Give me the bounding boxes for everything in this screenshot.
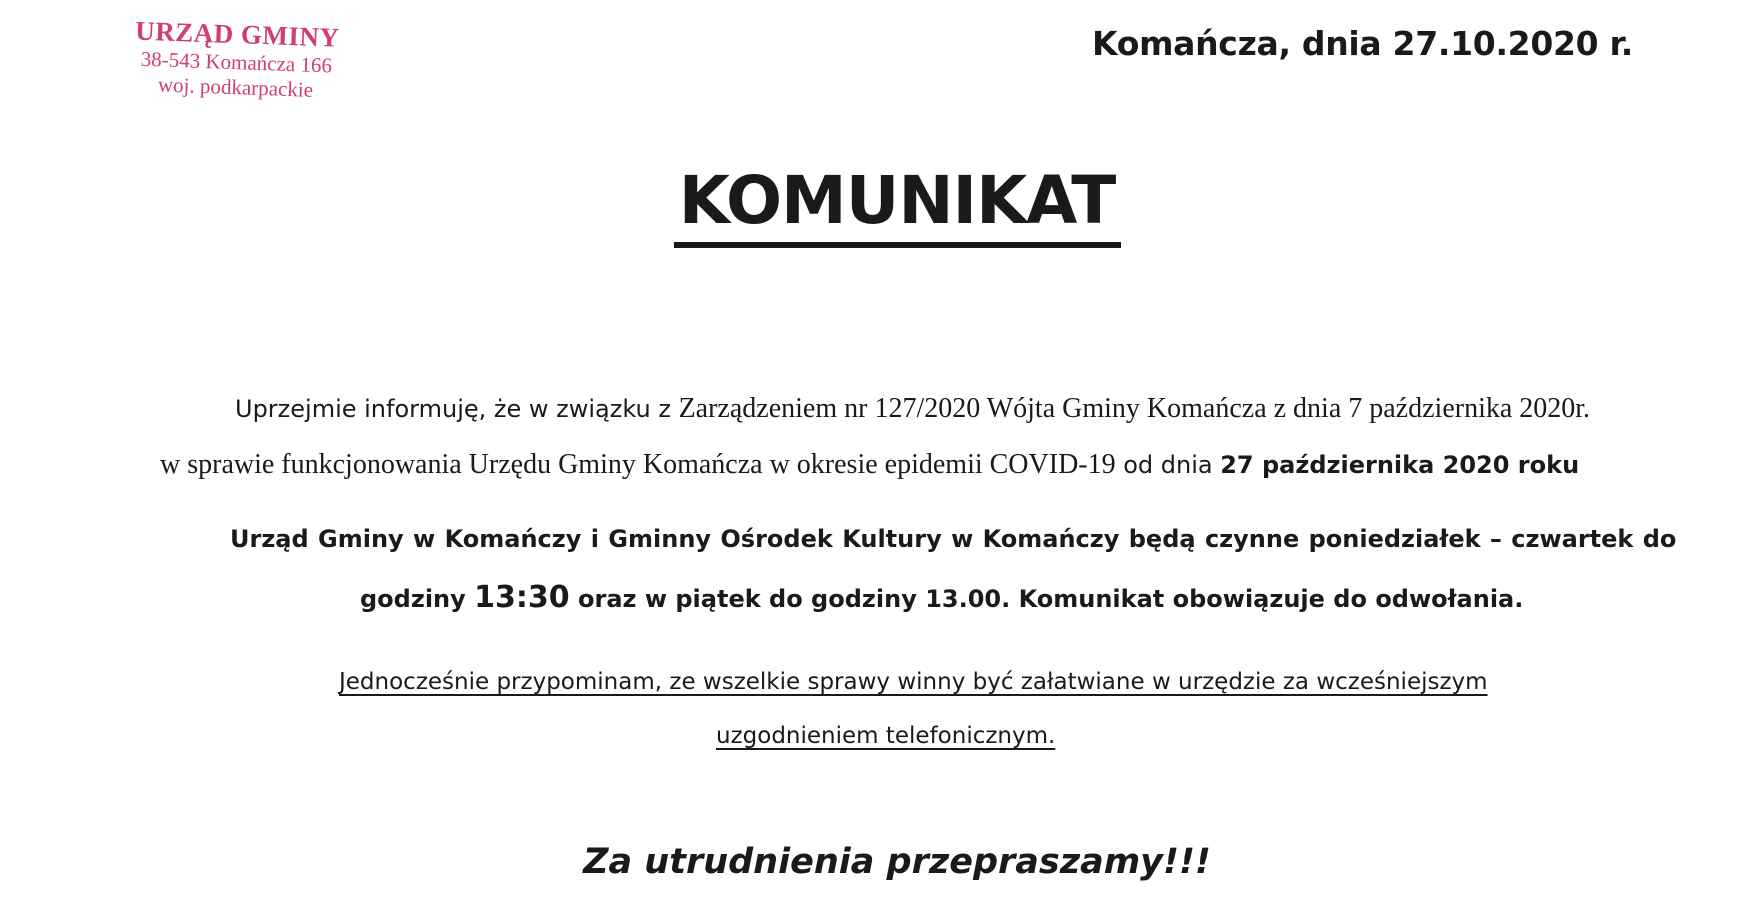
body-line-2-start-date: 27 października 2020 roku	[1220, 451, 1580, 479]
stamp-line-address: 38-543 Komańcza 166	[140, 46, 333, 78]
body-line-4-rest: oraz w piątek do godziny 13.00. Komunikat obowiązuje do odwołania.	[569, 585, 1524, 613]
body-line-4-time: 13:30	[474, 580, 570, 615]
body-line-1	[235, 393, 1590, 425]
stamp-line-region: woj. podkarpackie	[157, 72, 314, 102]
reminder-line-2: uzgodnieniem telefonicznym.	[716, 723, 1056, 749]
reminder-line-1: Jednocześnie przypominam, ze wszelkie sprawy winny być załatwiane w urzędzie za wcześniejszym	[339, 669, 1488, 695]
body-line-4	[360, 580, 1523, 615]
body-line-2-from: od dnia	[1115, 451, 1221, 479]
office-stamp	[115, 14, 358, 104]
body-line-2-subject: w sprawie funkcjonowania Urzędu Gminy Komańcza w okresie epidemii COVID-19	[160, 449, 1116, 480]
body-line-4-hours-label: godziny	[360, 585, 475, 613]
body-line-1-intro: Uprzejmie informuję, że w związku z	[235, 395, 679, 423]
closing-apology: Za utrudnienia przepraszamy!!!	[583, 842, 1211, 882]
body-line-1-regulation: Zarządzeniem nr 127/2020 Wójta Gminy Komańcza z dnia 7 października 2020r.	[678, 393, 1591, 424]
stamp-line-office: URZĄD GMINY	[134, 15, 340, 53]
body-line-2	[160, 448, 1579, 481]
body-line-3: Urząd Gminy w Komańczy i Gminny Ośrodek Kultury w Komańczy będą czynne poniedziałek – czwartek do	[230, 525, 1677, 553]
page-title: KOMUNIKAT	[678, 162, 1116, 239]
document-date: Komańcza, dnia 27.10.2020 r.	[1092, 24, 1634, 63]
title-underline	[674, 242, 1121, 248]
